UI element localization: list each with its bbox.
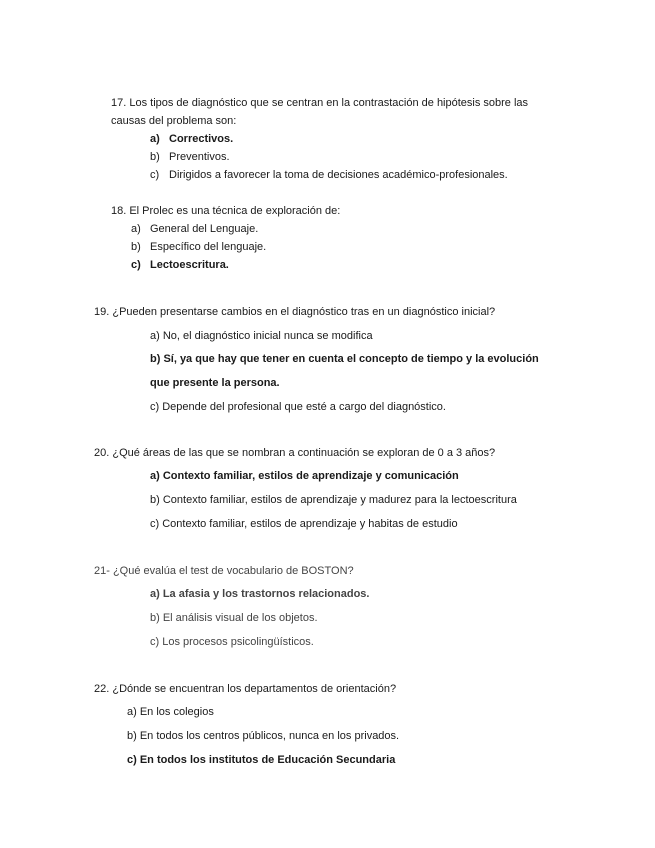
option-text: Preventivos. [169,151,230,163]
question-19: 19. ¿Pueden presentarse cambios en el diagnóstico tras en un diagnóstico inicial? [94,306,496,318]
question-20: 20. ¿Qué áreas de las que se nombran a continuación se exploran de 0 a 3 años? [94,447,496,459]
option-label: b) [131,241,141,253]
option-label: c) [131,259,141,271]
question-22-option-a: a) En los colegios [127,706,214,718]
question-17-continuation: causas del problema son: [111,115,237,127]
question-19-option-b: b) Sí, ya que hay que tener en cuenta el concepto de tiempo y la evolución [150,353,539,365]
question-22-option-b: b) En todos los centros públicos, nunca en los privados. [127,730,400,742]
option-text: Correctivos. [169,133,234,145]
option-text: Dirigidos a favorecer la toma de decisiones académico-profesionales. [169,169,508,181]
question-21: 21- ¿Qué evalúa el test de vocabulario de BOSTON? [94,565,354,577]
question-21-option-b: b) El análisis visual de los objetos. [150,612,318,624]
question-19-option-b-continuation: que presente la persona. [150,377,280,389]
option-label: b) [150,151,160,163]
question-17-option-a [150,132,233,146]
question-18-option-c [131,258,229,272]
question-19-option-c: c) Depende del profesional que esté a cargo del diagnóstico. [150,401,446,413]
question-17-option-c [150,168,508,182]
question-20-option-a: a) Contexto familiar, estilos de aprendizaje y comunicación [150,470,459,482]
option-text: Lectoescritura. [150,259,229,271]
option-text: General del Lenguaje. [150,223,259,235]
option-label: c) [150,169,160,181]
question-21-option-a: a) La afasia y los trastornos relacionados. [150,588,370,600]
question-18-option-b [131,240,266,254]
question-17-option-b [150,150,230,164]
question-17: 17. Los tipos de diagnóstico que se centran en la contrastación de hipótesis sobre las [111,97,529,109]
question-20-option-b: b) Contexto familiar, estilos de aprendizaje y madurez para la lectoescritura [150,494,517,506]
option-text: Específico del lenguaje. [150,241,267,253]
option-label: a) [131,223,141,235]
question-20-option-c: c) Contexto familiar, estilos de aprendizaje y habitas de estudio [150,518,458,530]
question-18: 18. El Prolec es una técnica de exploración de: [111,205,341,217]
question-22-option-c: c) En todos los institutos de Educación Secundaria [127,754,396,766]
question-21-option-c: c) Los procesos psicolingüísticos. [150,636,314,648]
question-22: 22. ¿Dónde se encuentran los departamentos de orientación? [94,683,397,695]
option-label: a) [150,133,160,145]
question-18-option-a [131,222,258,236]
question-19-option-a: a) No, el diagnóstico inicial nunca se modifica [150,330,373,342]
